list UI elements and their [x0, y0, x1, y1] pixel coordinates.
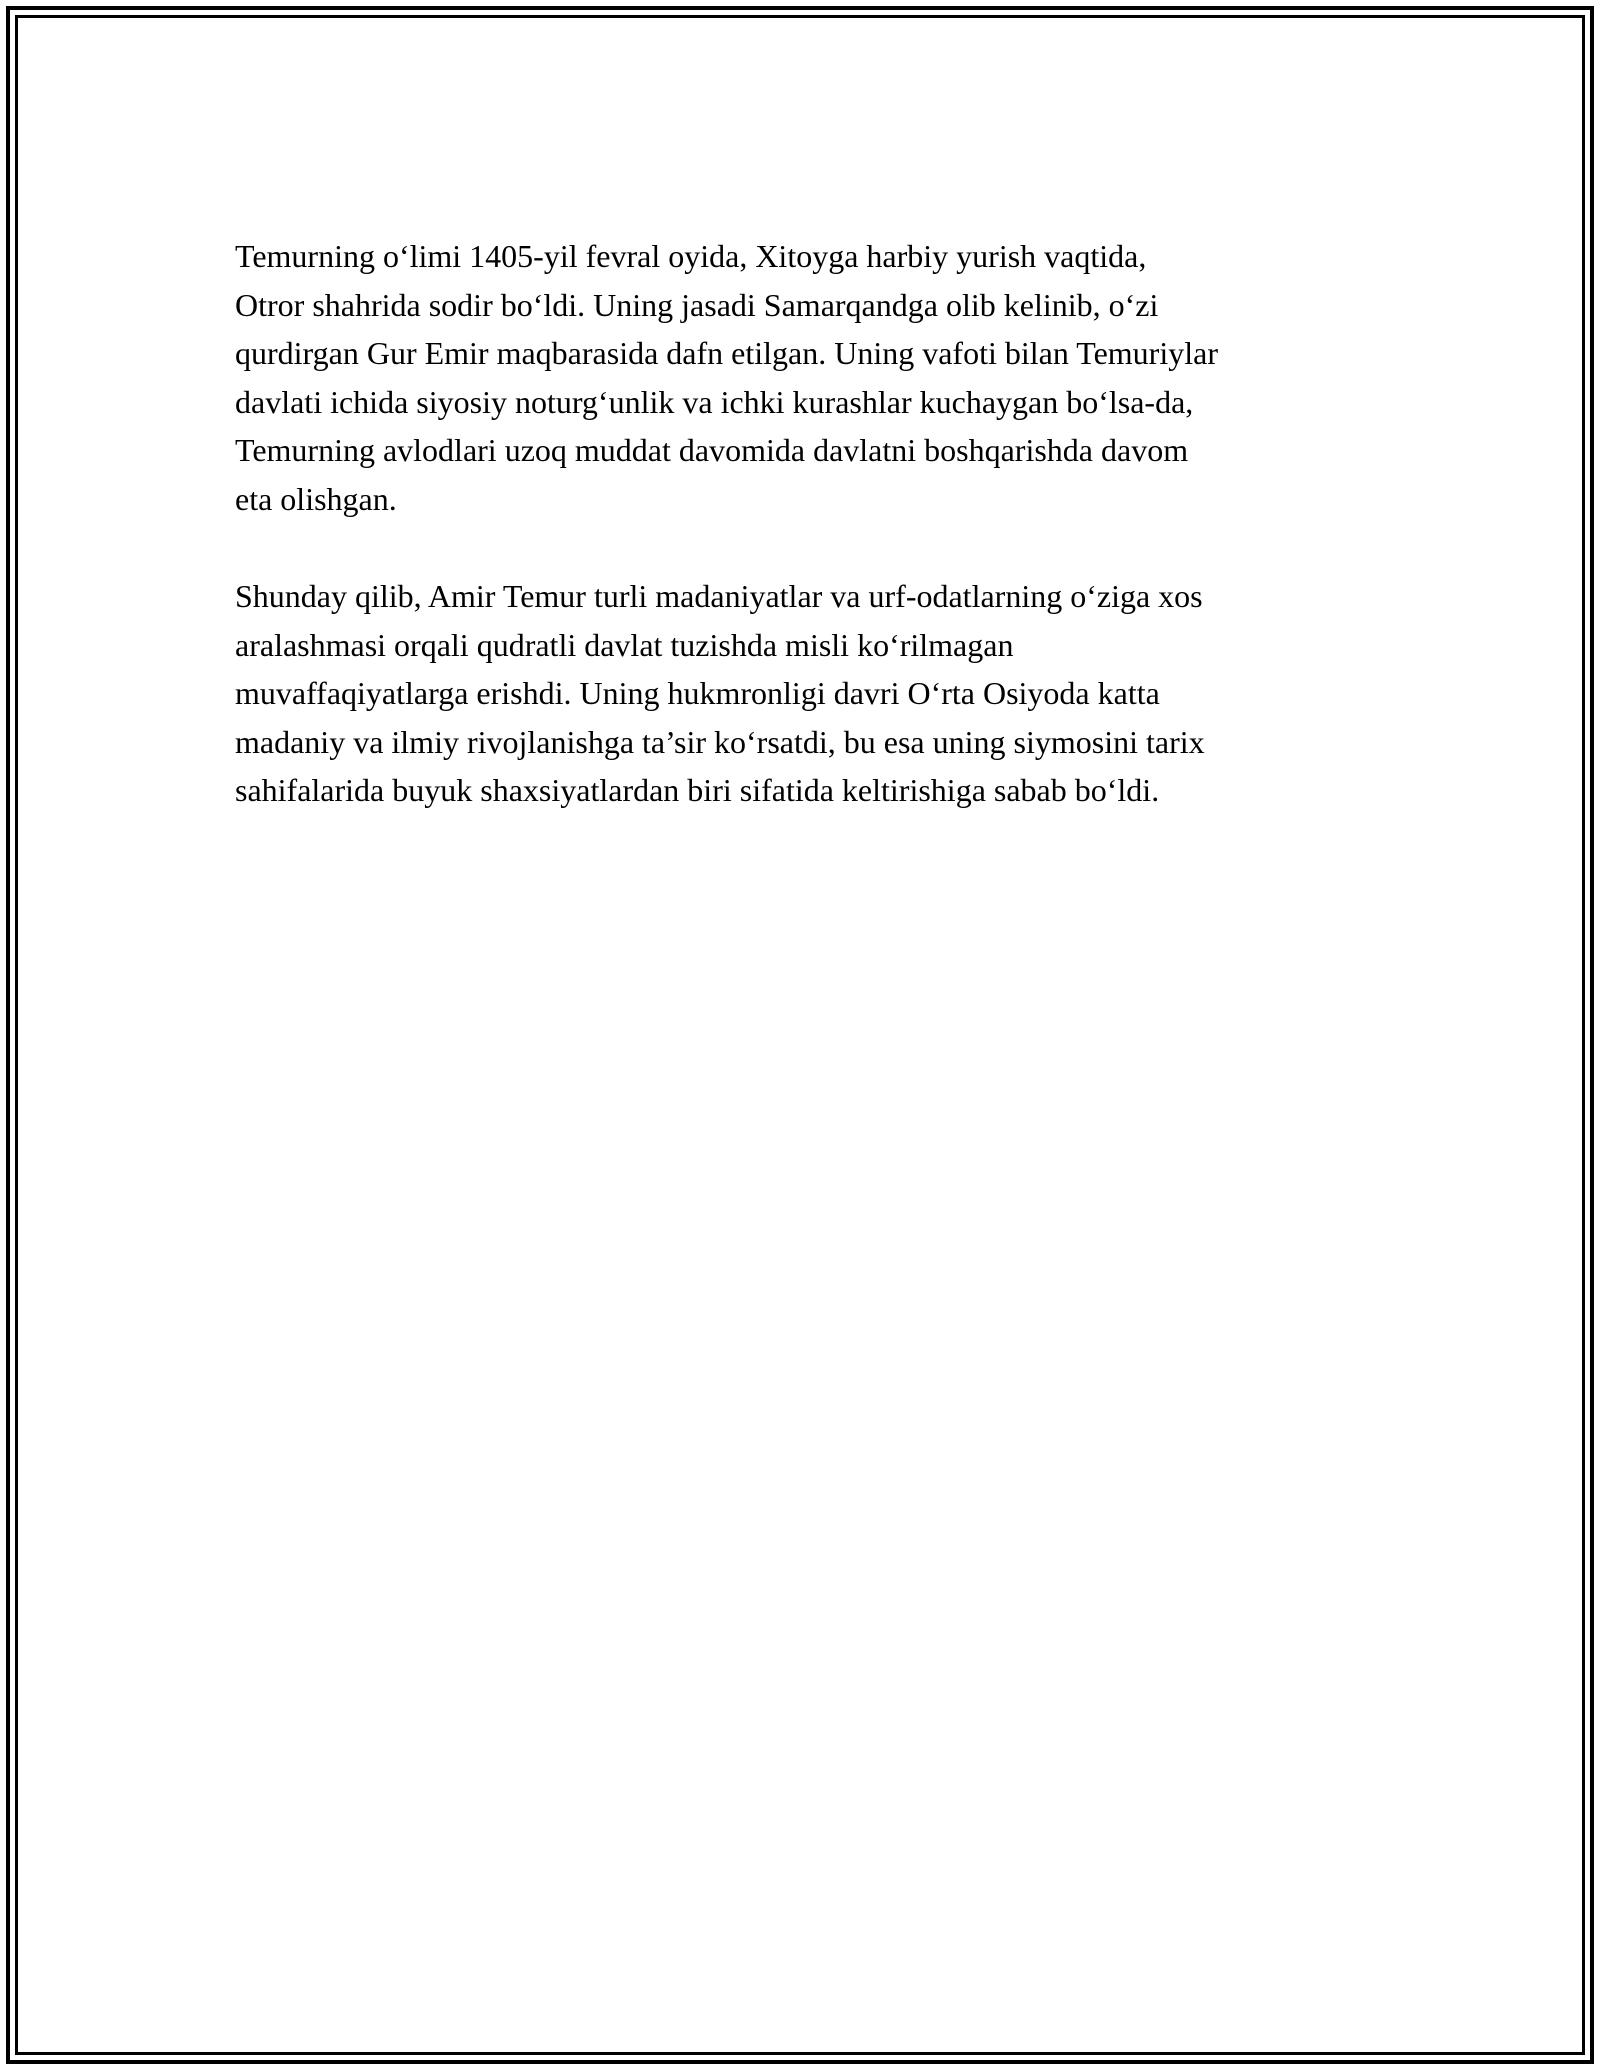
paragraph-line: eta olishgan.	[235, 480, 397, 517]
paragraph-line: aralashmasi orqali qudratli davlat tuzishda misli ko‘rilmagan	[235, 626, 1014, 663]
paragraph-line: Shunday qilib, Amir Temur turli madaniyatlar va urf-odatlarning o‘ziga xos	[235, 578, 1203, 614]
paragraph-line: sahifalarida buyuk shaxsiyatlardan biri sifatida keltirishiga sabab bo‘ldi.	[235, 772, 1160, 808]
paragraph-spacer	[235, 523, 1375, 572]
paragraph-1	[235, 232, 1375, 523]
paragraph-line: madaniy va ilmiy rivojlanishga ta’sir ko‘rsatdi, bu esa uning siymosini tarix	[235, 723, 1205, 760]
paragraph-line: muvaffaqiyatlarga erishdi. Uning hukmronligi davri O‘rta Osiyoda katta	[235, 675, 1160, 711]
paragraph-line: Temurning avlodlari uzoq muddat davomida davlatni boshqarishda davom	[235, 432, 1189, 468]
paragraph-line: Temurning o‘limi 1405-yil fevral oyida, Xitoyga harbiy yurish vaqtida,	[235, 238, 1147, 274]
paragraph-2	[235, 572, 1375, 815]
paragraph-line: Otror shahrida sodir bo‘ldi. Uning jasadi Samarqandga olib kelinib, o‘zi	[235, 286, 1159, 323]
page-body	[235, 232, 1375, 815]
paragraph-line: qurdirgan Gur Emir maqbarasida dafn etilgan. Uning vafoti bilan Temuriylar	[235, 335, 1218, 371]
paragraph-line: davlati ichida siyosiy noturg‘unlik va ichki kurashlar kuchaygan bo‘lsa-da,	[235, 383, 1194, 420]
